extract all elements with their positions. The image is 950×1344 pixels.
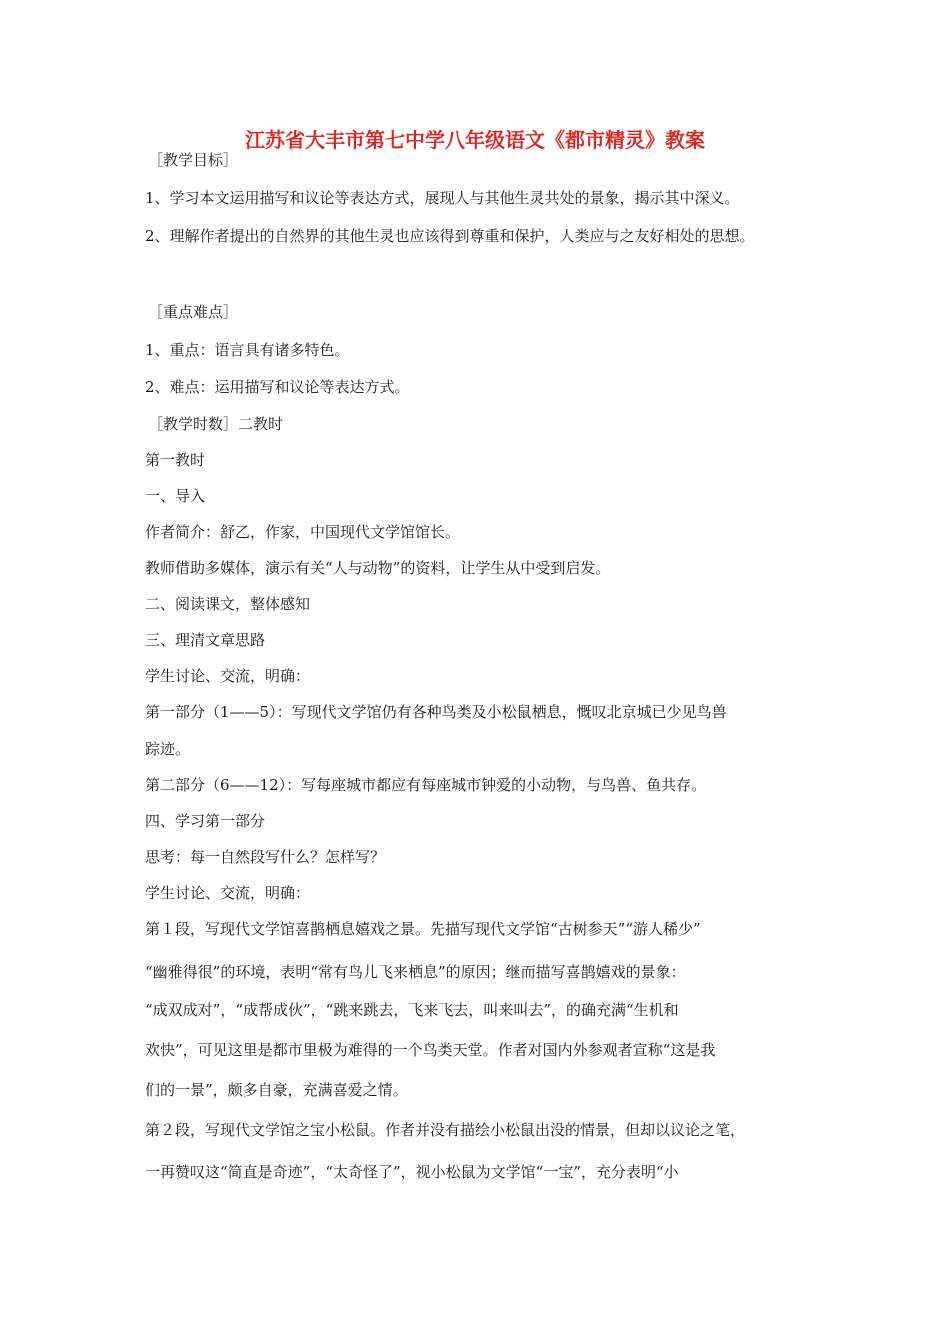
paragraph-part-one: 第一部分（1——5）：写现代文学馆仍有各种鸟类及小松鼠栖息，慨叹北京城已少见鸟兽 (145, 703, 727, 721)
goal-item-2: 2、理解作者提出的自然界的其他生灵也应该得到尊重和保护，人类应与之友好相处的思想。 (145, 227, 755, 245)
paragraph-section-1-d: 欢快”，可见这里是都市里极为难得的一个鸟类天堂。作者对国内外参观者宣称“这是我 (145, 1041, 716, 1059)
section-heading-hours: ［教学时数］二教时 (148, 415, 284, 433)
paragraph-section-2-b: 一再赞叹这“简直是奇迹”，“太奇怪了”，视小松鼠为文学馆“一宝”，充分表明“小 (145, 1163, 679, 1181)
paragraph-discussion-2: 学生讨论、交流，明确： (145, 884, 311, 902)
lesson-heading-first: 第一教时 (145, 451, 206, 469)
paragraph-discussion-1: 学生讨论、交流，明确： (145, 667, 311, 685)
key-point-2: 2、难点：运用描写和议论等表达方式。 (145, 378, 410, 396)
step-heading-structure: 三、理清文章思路 (145, 631, 266, 649)
step-heading-study-part-one: 四、学习第一部分 (145, 812, 266, 830)
document-title: 江苏省大丰市第七中学八年级语文《都市精灵》教案 (245, 128, 705, 152)
paragraph-multimedia: 教师借助多媒体，演示有关“人与动物”的资料，让学生从中受到启发。 (145, 559, 611, 577)
paragraph-section-2-a: 第２段，写现代文学馆之宝小松鼠。作者并没有描绘小松鼠出没的情景，但却以议论之笔， (145, 1121, 746, 1139)
paragraph-part-two: 第二部分（6——12）：写每座城市都应有每座城市钟爱的小动物，与鸟兽、鱼共存。 (145, 776, 707, 794)
step-heading-read: 二、阅读课文，整体感知 (145, 595, 311, 613)
key-point-1: 1、重点：语言具有诸多特色。 (145, 341, 350, 359)
paragraph-question: 思考：每一自然段写什么？怎样写？ (145, 848, 386, 866)
paragraph-section-1-b: “幽雅得很”的环境，表明“常有鸟儿飞来栖息”的原因；继而描写喜鹊嬉戏的景象： (145, 963, 686, 981)
goal-item-1: 1、学习本文运用描写和议论等表达方式，展现人与其他生灵共处的景象，揭示其中深义。 (145, 189, 740, 207)
paragraph-section-1-c: “成双成对”，“成帮成伙”，“跳来跳去，飞来飞去，叫来叫去”，的确充满“生机和 (145, 1001, 679, 1019)
paragraph-section-1-a: 第１段，写现代文学馆喜鹊栖息嬉戏之景。先描写现代文学馆“古树参天”“游人稀少” (145, 920, 701, 938)
step-heading-intro: 一、导入 (145, 487, 206, 505)
paragraph-part-one-cont: 踪迹。 (145, 740, 191, 758)
paragraph-author: 作者简介：舒乙，作家，中国现代文学馆馆长。 (145, 523, 461, 541)
section-heading-key-points: ［重点难点］ (148, 303, 239, 321)
paragraph-section-1-e: 们的一景”，颇多自豪，充满喜爱之情。 (145, 1081, 408, 1099)
section-heading-teaching-goals: ［教学目标］ (148, 151, 239, 169)
